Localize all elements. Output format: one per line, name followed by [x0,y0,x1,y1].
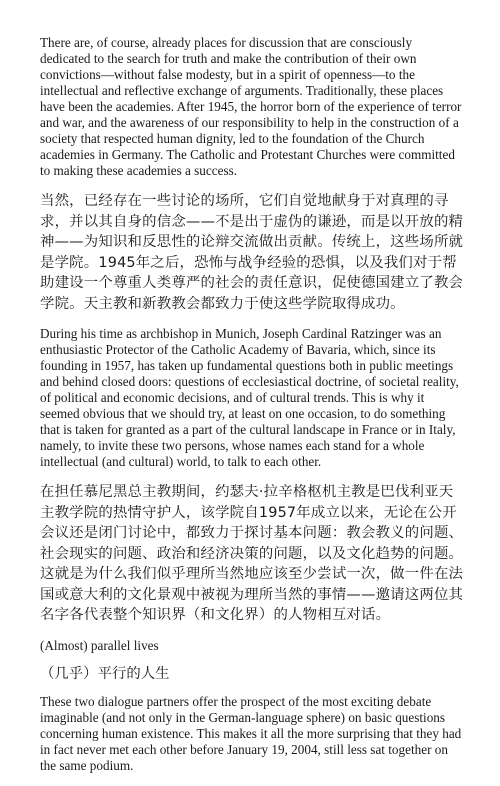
paragraph-dialogue-en: These two dialogue partners offer the prospect of the most exciting debate imaginable (and not only in the German-language sphere) on basic questions concerning human existence. This makes it all the more surprising that they had in fact never met each other before January 19, 2004, still less sat together on the same podium. [40,693,462,773]
paragraph-academies-en: There are, of course, already places for discussion that are consciously dedicated to the search for truth and make the contribution of their own convictions—without false modesty, but in a spirit of openness—to the intellectual and reflective exchange of arguments. Traditionally, these places have been the academies. After 1945, the horror born of the experience of terror and war, and the awareness of our responsibility to help in the construction of a society that respected human dignity, led to the foundation of the Church academies in Germany. The Catholic and Protestant Churches were committed to making these academies a success. [40,35,462,178]
paragraph-ratzinger-en: During his time as archbishop in Munich, Joseph Cardinal Ratzinger was an enthusiastic Protector of the Catholic Academy of Bavaria, which, since its founding in 1957, has taken up fundamental questions both in public meetings and behind closed doors: questions of ecclesiastical doctrine, of societal reality, of political and economic decisions, and of cultural trends. This is why it seemed obvious that we should try, at least on one occasion, to do something that is taken for granted as a part of the cultural landscape in France or in Italy, namely, to invite these two persons, whose names each stand for a whole intellectual (and cultural) world, to talk to each other. [40,326,459,469]
paragraph-ratzinger-zh: 在担任慕尼黑总主教期间，约瑟夫·拉辛格枢机主教是巴伐利亚天主教学院的热情守护人，该学院自1957年成立以来，无论在公开会议还是闭门讨论中，都致力于探讨基本问题：教会教义的问题、社会现实的问题、政治和经济决策的问题，以及文化趋势的问题。这就是为什么我们似乎理所当然地应该至少尝试一次，做一件在法国或意大利的文化景观中被视为理所当然的事情——邀请这两位其名字各代表整个知识界（和文化界）的人物相互对话。 [40,484,464,623]
section-heading-zh: （几乎）平行的人生 [40,665,170,682]
document-page [40,35,464,786]
paragraph-academies-zh: 当然，已经存在一些讨论的场所，它们自觉地献身于对真理的寻求，并以其自身的信念——不是出于虚伪的谦逊，而是以开放的精神——为知识和反思性的论辩交流做出贡献。传统上，这些场所就是学院。1945年之后，恐怖与战争经验的恐惧，以及我们对于帮助建设一个尊重人类尊严的社会的责任意识，促使德国建立了教会学院。天主教和新教教会都致力于使这些学院取得成功。 [40,193,464,312]
section-heading-en: (Almost) parallel lives [40,637,159,653]
